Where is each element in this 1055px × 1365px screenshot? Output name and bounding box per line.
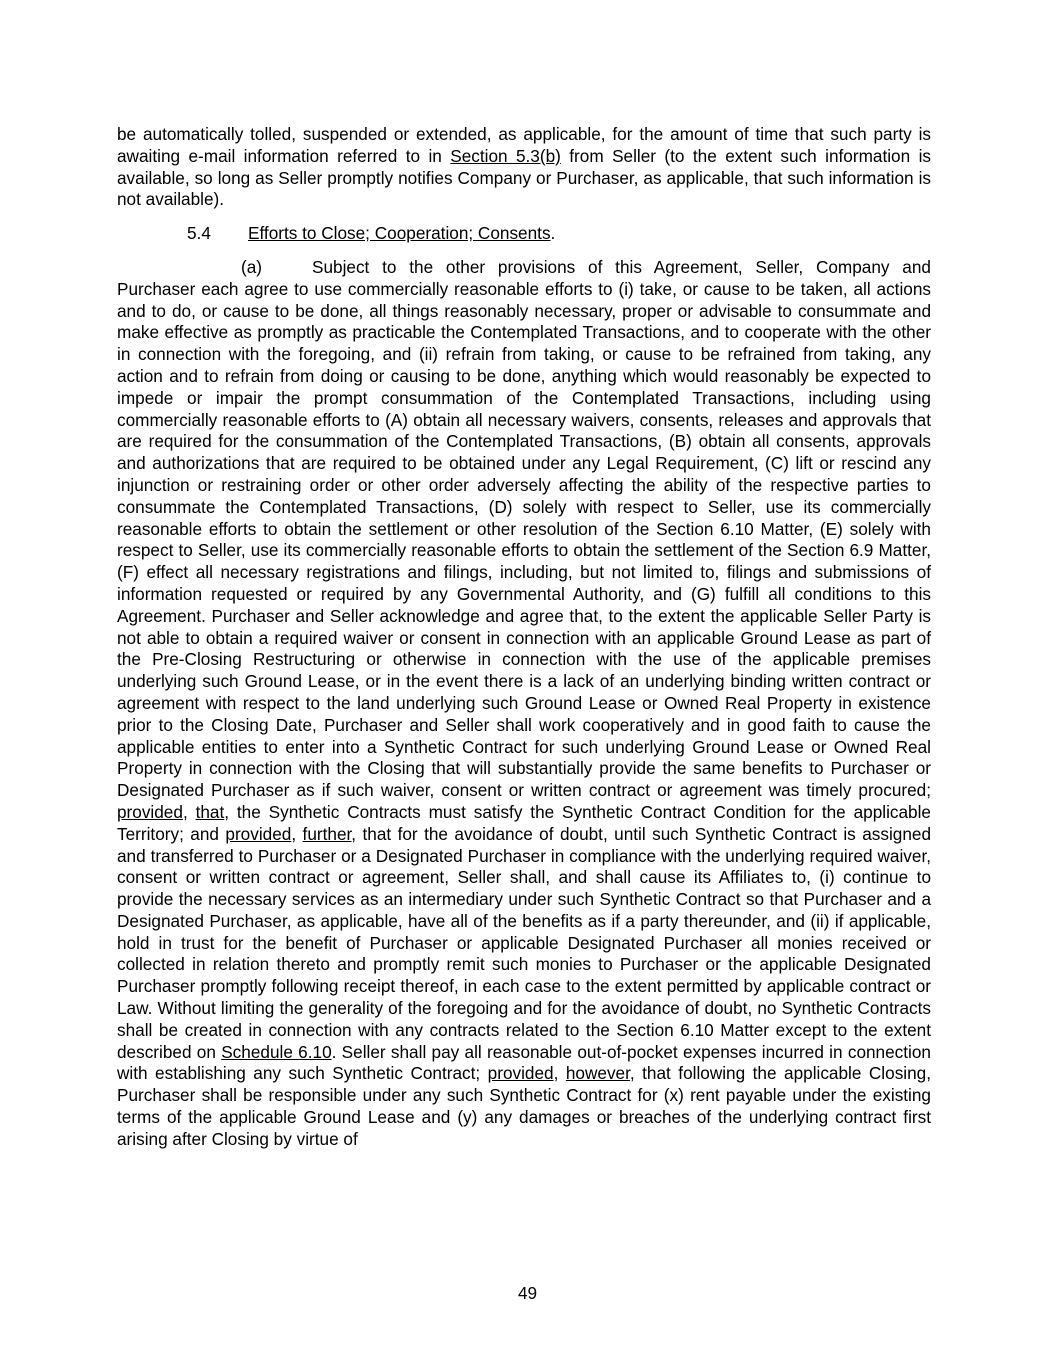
para-a-text-5: , that following the applicable Closing, Purchaser shall be responsible under any such Synthetic Contract for (x) rent payable under the existing terms of the applicable Ground Lease and (y) any damages or breaches of the underlying contract first arising after Closing by virtue of xyxy=(117,1063,931,1149)
document-page xyxy=(117,124,931,1151)
section-title-period: . xyxy=(550,223,556,244)
section-heading xyxy=(117,223,931,245)
provided-term-1: provided xyxy=(117,801,183,822)
schedule-6-10-reference: Schedule 6.10 xyxy=(221,1041,332,1062)
provided-term-2: provided xyxy=(225,823,292,844)
section-title: Efforts to Close; Cooperation; Consents xyxy=(248,223,551,244)
that-term: that xyxy=(195,801,225,822)
intro-text-1: be automatically tolled, suspended or extended, as applicable, for the amount of time that such party is awaiting e-mail information referred to in xyxy=(117,124,931,166)
para-a-text-3: that for the avoidance of doubt, until such Synthetic Contract is assigned and transferred to Purchaser or a Designated Purchaser in compliance with the underlying required waiver, consent or written contract or agreement, Seller shall, and shall cause its Affiliates to, (i) continue to provide the necessary services as an intermediary under such Synthetic Contract so that Purchaser and a Designated Purchaser, as applicable, have all of the benefits as if a party thereunder, and (ii) if applicable, hold in trust for the benefit of Purchaser or applicable Designated Purchaser all monies received or collected in relation thereto and promptly remit such monies to Purchaser or the applicable Designated Purchaser promptly following receipt thereof, in each case to the extent permitted by applicable contract or Law. Without limiting the generality of the foregoing and for the avoidance of doubt, no Synthetic Contracts shall be created in connection with any contracts related to the Section 6.10 Matter except to the extent described on xyxy=(117,823,932,1062)
however-term: however xyxy=(565,1063,630,1084)
para-a-text-4: . Seller shall pay all reasonable out-of-pocket expenses incurred in connection with establishing any such Synthetic Contract; xyxy=(117,1041,931,1084)
comma-2: , xyxy=(291,823,303,844)
paragraph-a xyxy=(117,257,931,1151)
page-number: 49 xyxy=(517,1283,538,1303)
para-a-text-2: , the Synthetic Contracts must satisfy the Synthetic Contract Condition for the applicable Territory; and xyxy=(117,801,931,844)
section-number: 5.4 xyxy=(187,223,211,244)
paragraph-a-label: (a) xyxy=(241,256,263,277)
comma-1: , xyxy=(182,801,196,822)
further-term: further, xyxy=(302,823,357,844)
comma-3: , xyxy=(553,1063,566,1084)
intro-text-2: from Seller (to the extent such information is available, so long as Seller promptly notifies Company or Purchaser, as applicable, that such information is not available). xyxy=(117,145,931,210)
intro-paragraph xyxy=(117,124,931,211)
provided-term-3: provided xyxy=(487,1063,554,1084)
para-a-text-1: Subject to the other provisions of this Agreement, Seller, Company and Purchaser each agree to use commercially reasonable efforts to (i) take, or cause to be taken, all actions and to do, or cause to be done, all things reasonably necessary, proper or advisable to consummate and make effective as promptly as practicable the Contemplated Transactions, and to cooperate with the other in connection with the foregoing, and (ii) refrain from taking, or cause to be refrained from taking, any action and to refrain from doing or causing to be done, anything which would reasonably be expected to impede or impair the prompt consummation of the Contemplated Transactions, including using commercially reasonable efforts to (A) obtain all necessary waivers, consents, releases and approvals that are required for the consummation of the Contemplated Transactions, (B) obtain all consents, approvals and authorizations that are required to be obtained under any Legal Requirement, (C) lift or rescind any injunction or restraining order or other order adversely affecting the ability of the respective parties to consummate the Contemplated Transactions, (D) solely with respect to Seller, use its commercially reasonable efforts to obtain the settlement or other resolution of the Section 6.10 Matter, (E) solely with respect to Seller, use its commercially reasonable efforts to obtain the settlement of the Section 6.9 Matter, (F) effect all necessary registrations and filings, including, but not limited to, filings and submissions of information requested or required by any Governmental Authority, and (G) fulfill all conditions to this Agreement. Purchaser and Seller acknowledge and agree that, to the extent the applicable Seller Party is not able to obtain a required waiver or consent in connection with an applicable Ground Lease as part of the Pre-Closing Restructuring or otherwise in connection with the use of the applicable premises underlying such Ground Lease, or in the event there is a lack of an underlying binding written contract or agreement with respect to the land underlying such Ground Lease or Owned Real Property in existence prior to the Closing Date, Purchaser and Seller shall work cooperatively and in good faith to cause the applicable entities to enter into a Synthetic Contract for such underlying Ground Lease or Owned Real Property in connection with the Closing that will substantially provide the same benefits to Purchaser or Designated Purchaser as if such waiver, consent or written contract or agreement was timely procured; xyxy=(117,256,931,801)
section-5-3b-reference: Section 5.3(b) xyxy=(450,145,561,166)
